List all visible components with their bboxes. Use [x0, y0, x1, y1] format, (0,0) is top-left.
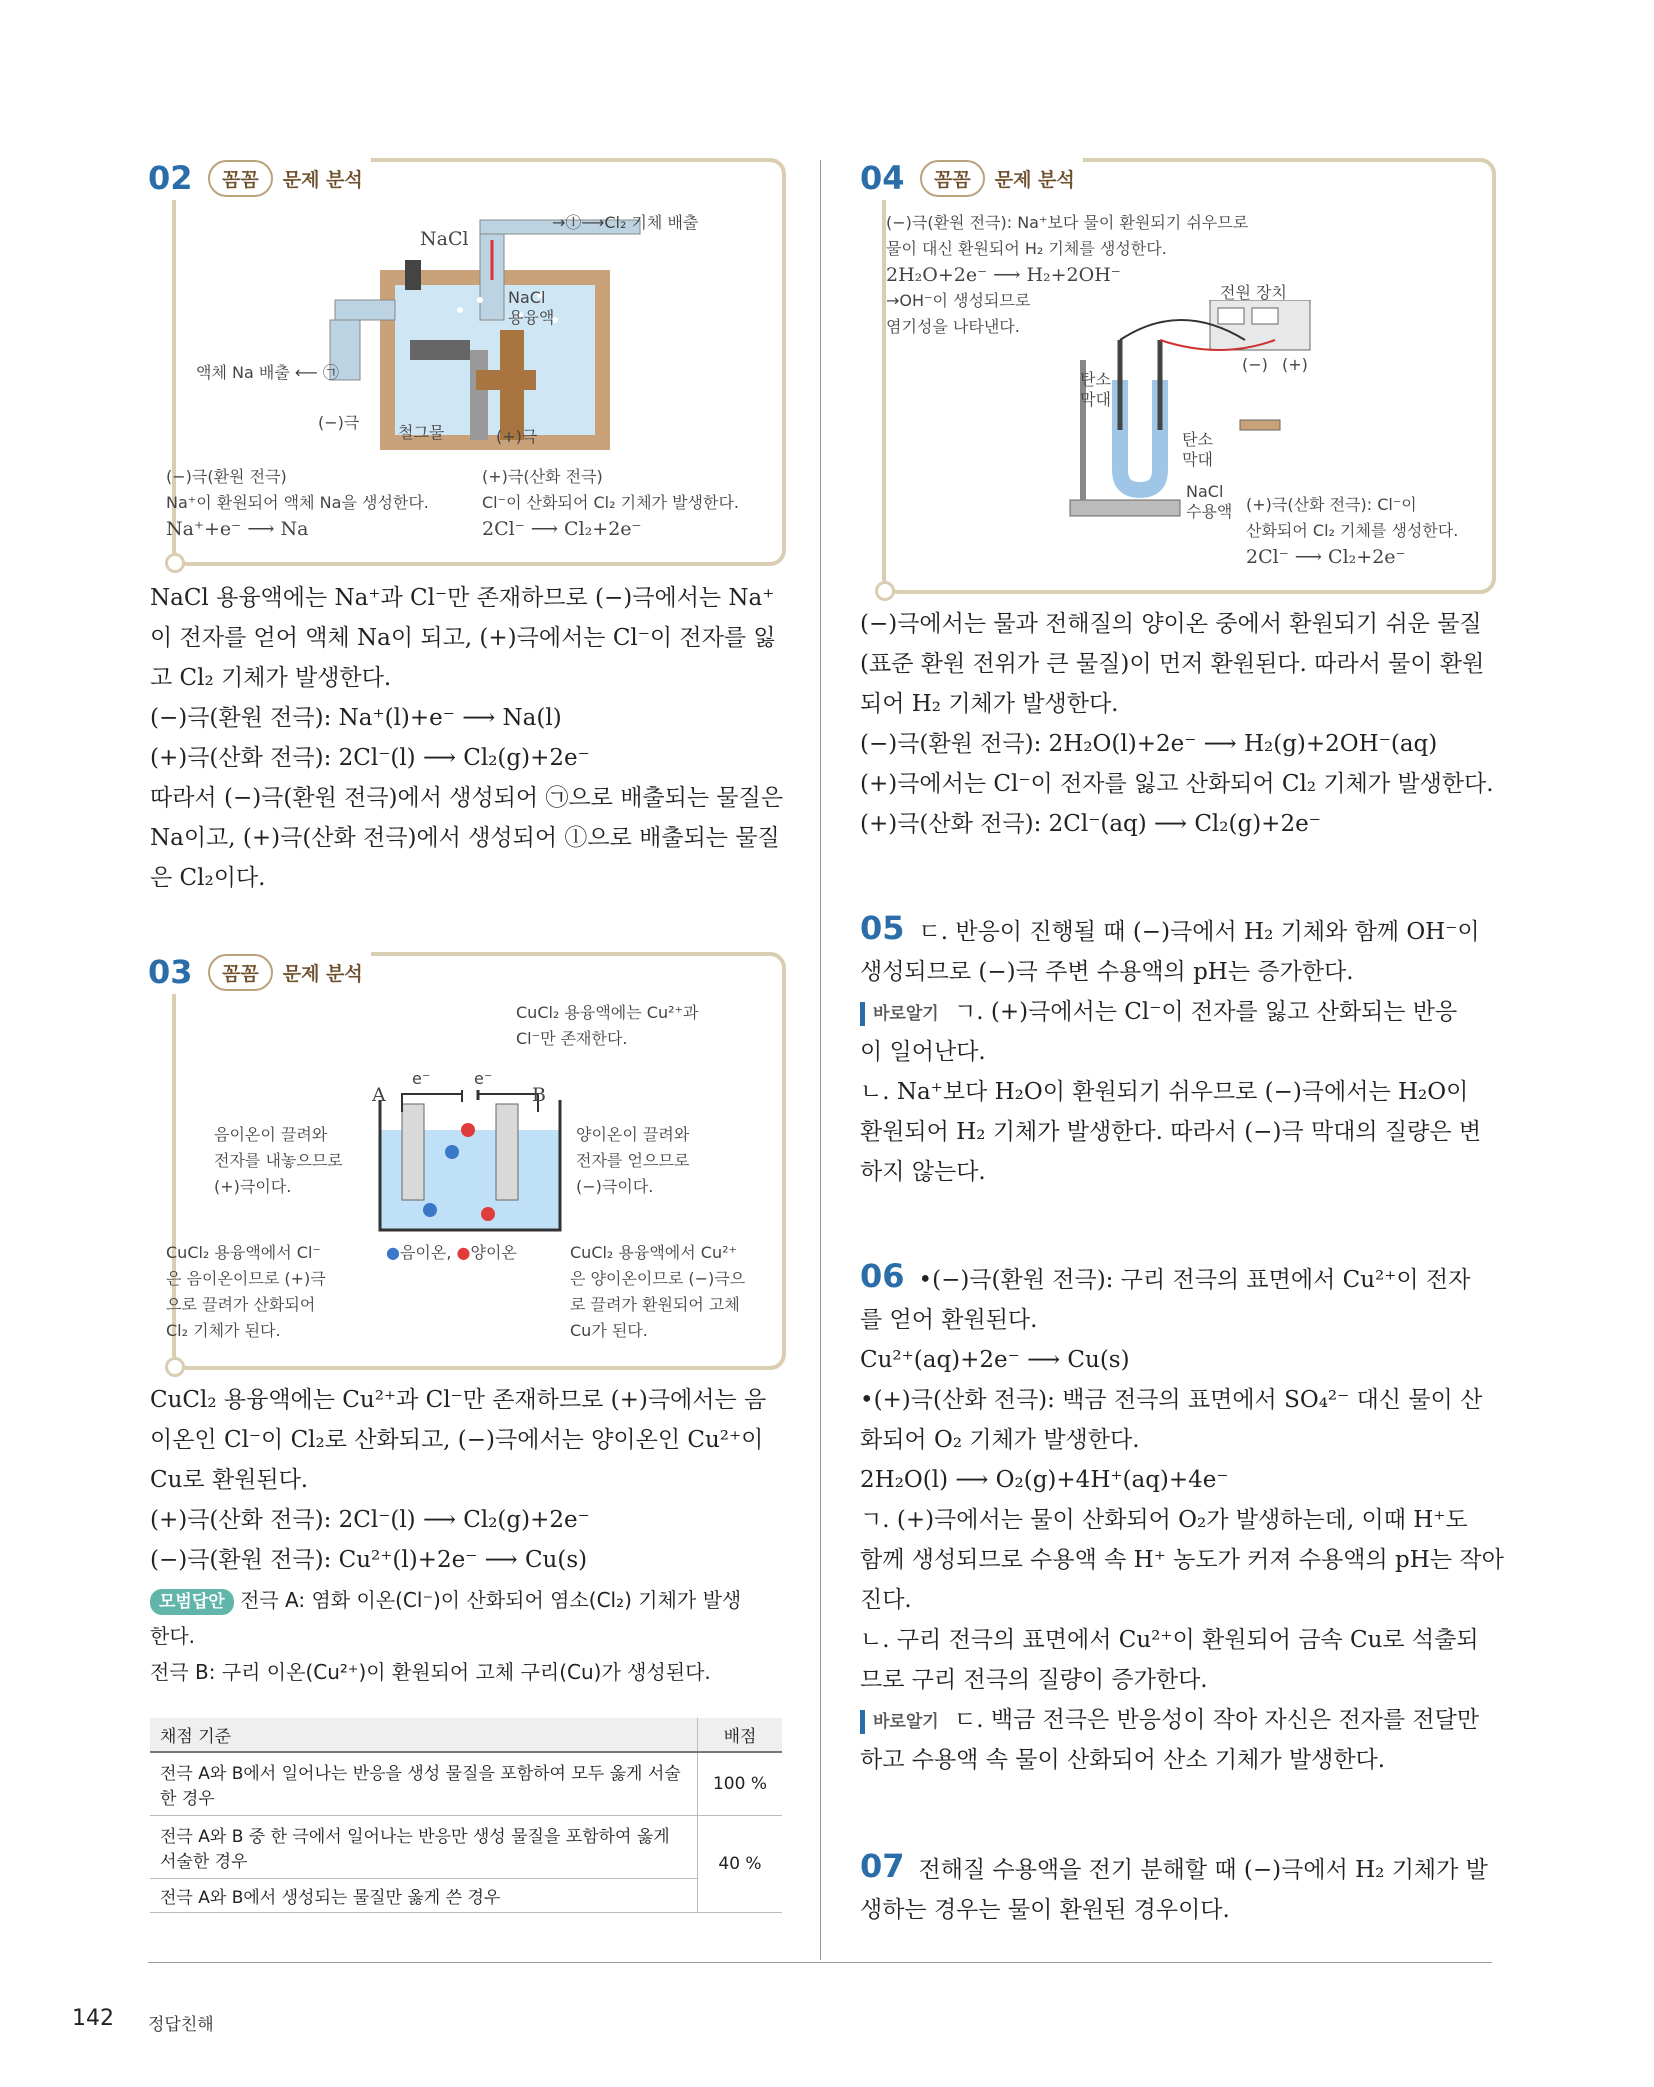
q06-fix-tag: 바로알기: [860, 1710, 947, 1734]
q04-label-power: 전원 장치: [1220, 283, 1287, 302]
q02-header: [148, 156, 371, 200]
q07-explanation: 07 전해질 수용액을 전기 분해할 때 (−)극에서 H₂ 기체가 발 생하는 경우는 물이 환원된 경우이다.: [860, 1847, 1488, 1923]
q02-label-minus: (−)극: [318, 413, 360, 432]
q04-explanation: (−)극에서는 물과 전해질의 양이온 중에서 환원되기 쉬운 물질 (표준 환원 전위가 큰 물질)이 먼저 환원된다. 따라서 물이 환원 되어 H₂ 기체가 발생한다. (−)극(환원 전극): 2H₂O(l)+2e⁻ ⟶ H₂(g)+2OH⁻(aq) (+)극에서는 Cl⁻이 전자를 잃고 산화되어 Cl₂ 기체가 발생한다. (+)극(산화 전극): 2Cl⁻(aq) ⟶ Cl₂(g)+2e⁻: [860, 611, 1494, 837]
box-corner-dot: [165, 553, 185, 573]
cathode: [410, 340, 470, 360]
na-collector: [335, 300, 395, 320]
q07-number: 07: [860, 1847, 905, 1885]
q05-explanation: 05 ㄷ. 반응이 진행될 때 (−)극에서 H₂ 기체와 함께 OH⁻이 생성되므로 (−)극 주변 수용액의 pH는 증가한다. 바로알기 ㄱ. (+)극에서는 Cl⁻이 전자를 잃고 산화되는 반응 이 일어난다. ㄴ. Na⁺보다 H₂O이 환원되기 쉬우므로 (−)극에서는 H₂O이 환원되어 H₂ 기체가 발생한다. 따라서 (−)극 막대의 질량은 변 하지 않는다.: [860, 909, 1482, 1185]
electrode-a: [402, 1104, 424, 1200]
q04-label-carbon2: 탄소 막대: [1182, 430, 1213, 469]
grading-header-criteria: 채점 기준: [150, 1718, 698, 1752]
model-answer-tag: 모범답안: [150, 1589, 234, 1615]
q02-explanation: NaCl 용융액에는 Na⁺과 Cl⁻만 존재하므로 (−)극에서는 Na⁺ 이 전자를 얻어 액체 Na이 되고, (+)극에서는 Cl⁻이 전자를 잃 고 Cl₂ 기체가 발생한다. (−)극(환원 전극): Na⁺(l)+e⁻ ⟶ Na(l) (+)극(산화 전극): 2Cl⁻(l) ⟶ Cl₂(g)+2e⁻ 따라서 (−)극(환원 전극)에서 생성되어 ㉠으로 배출되는 물질은 Na이고, (+)극(산화 전극)에서 생성되어 ⓛ으로 배출되는 물질 은 Cl₂이다.: [150, 585, 784, 891]
q06-number: 06: [860, 1257, 905, 1295]
legend-anion: 음이온,: [399, 1243, 452, 1262]
meter: [1218, 308, 1244, 324]
q02-note-left: (−)극(환원 전극) Na⁺이 환원되어 액체 Na을 생성한다. Na⁺+e⁻ ⟶ Na: [166, 467, 429, 540]
q03-legend: ●음이온, ●양이온: [386, 1243, 517, 1262]
page-number: 142: [72, 2006, 114, 2031]
q03-grading-table: [150, 1718, 782, 1913]
q03-right-note: 양이온이 끌려와 전자를 얻으므로 (−)극이다.: [576, 1125, 690, 1196]
q04-label-carbon1: 탄소 막대: [1080, 370, 1111, 409]
bubble: [477, 297, 483, 303]
q02-badge: 꼼꼼: [208, 160, 273, 197]
cation: [481, 1207, 495, 1221]
q06-explanation: 06 •(−)극(환원 전극): 구리 전극의 표면에서 Cu²⁺이 전자 를 얻어 환원된다. Cu²⁺(aq)+2e⁻ ⟶ Cu(s) •(+)극(산화 전극): 백금 전극의 표면에서 SO₄²⁻ 대신 물이 산 화되어 O₂ 기체가 발생한다. 2H₂O(l) ⟶ O₂(g)+4H⁺(aq)+4e⁻ ㄱ. (+)극에서는 물이 산화되어 O₂가 발생하는데, 이때 H⁺도 함께 생성되므로 수용액 속 H⁺ 농도가 커져 수용액의 pH는 작아 진다. ㄴ. 구리 전극의 표면에서 Cu²⁺이 환원되어 금속 Cu로 석출되 므로 구리 전극의 질량이 증가한다. 바로알기 ㄷ. 백금 전극은 반응성이 작아 자신은 전자를 전달만 하고 수용액 속 물이 산화되어 산소 기체가 발생한다.: [860, 1257, 1504, 1773]
q03-left-note: 음이온이 끌려와 전자를 내놓으므로 (+)극이다.: [214, 1125, 343, 1196]
stand-base: [1070, 500, 1180, 516]
q04-badge-title: 문제 분석: [994, 168, 1075, 191]
grading-score-1: 100 %: [698, 1752, 783, 1816]
q03-model-answer: 모범답안 전극 A: 염화 이온(Cl⁻)이 산화되어 염소(Cl₂) 기체가 발생 한다. 전극 B: 구리 이온(Cu²⁺)이 환원되어 고체 구리(Cu)가 생성된다.: [150, 1588, 742, 1684]
q04-label-minus: (−): [1242, 355, 1268, 374]
footer-rule: [148, 1962, 1492, 1963]
q03-header: [148, 950, 371, 994]
u-tube: [1120, 380, 1160, 490]
grading-row-2: 전극 A와 B 중 한 극에서 일어나는 반응만 생성 물질을 포함하여 옳게 서술한 경우: [150, 1816, 698, 1879]
q05-fix-tag: 바로알기: [860, 1002, 947, 1026]
electrode-b: [496, 1104, 518, 1200]
box-corner-dot: [875, 581, 895, 601]
q02-electrolysis-figure: [180, 200, 770, 460]
grading-score-2: 40 %: [698, 1816, 783, 1913]
q02-number: 02: [148, 159, 193, 197]
page-label: 정답친해: [148, 2015, 214, 2035]
q02-label-iron: 철그물: [398, 423, 445, 442]
q03-label-a: A: [372, 1084, 386, 1106]
q03-label-e1: e⁻: [412, 1069, 431, 1088]
anion: [423, 1203, 437, 1217]
q02-label-na-out: 액체 Na 배출 ⟵ ㉠: [196, 363, 339, 382]
bubble: [457, 307, 463, 313]
q04-note-bottom: (+)극(산화 전극): Cl⁻이 산화되어 Cl₂ 기체를 생성한다. 2Cl⁻ ⟶ Cl₂+2e⁻: [1246, 495, 1459, 568]
cation: [461, 1123, 475, 1137]
q03-explanation: CuCl₂ 용융액에는 Cu²⁺과 Cl⁻만 존재하므로 (+)극에서는 음 이온인 Cl⁻이 Cl₂로 산화되고, (−)극에서는 양이온인 Cu²⁺이 Cu로 환원된다. (+)극(산화 전극): 2Cl⁻(l) ⟶ Cl₂(g)+2e⁻ (−)극(환원 전극): Cu²⁺(l)+2e⁻ ⟶ Cu(s): [150, 1387, 767, 1573]
nacl-feeder: [405, 260, 421, 290]
q03-top-note: CuCl₂ 용융액에는 Cu²⁺과 Cl⁻만 존재한다.: [516, 1003, 699, 1048]
switch: [1240, 420, 1280, 430]
q02-label-nacl: NaCl: [420, 228, 469, 250]
iron-mesh: [470, 350, 488, 440]
q03-badge-title: 문제 분석: [282, 962, 363, 985]
q04-label-solution: NaCl 수용액: [1186, 482, 1233, 521]
grading-row-3: 전극 A와 B에서 생성되는 물질만 옳게 쓴 경우: [150, 1879, 698, 1913]
q03-label-b: B: [532, 1084, 546, 1106]
q04-note-top: (−)극(환원 전극): Na⁺보다 물이 환원되기 쉬우므로 물이 대신 환원되어 H₂ 기체를 생성한다. 2H₂O+2e⁻ ⟶ H₂+2OH⁻ →OH⁻이 생성되므로 염기성을 나타낸다.: [886, 213, 1249, 336]
q02-label-cl2-out: →ⓛ⟶Cl₂ 기체 배출: [552, 213, 699, 232]
q03-label-e2: e⁻: [474, 1069, 493, 1088]
meter: [1252, 308, 1278, 324]
anode-base: [476, 370, 536, 390]
q03-badge: 꼼꼼: [208, 954, 273, 991]
q04-number: 04: [860, 159, 905, 197]
q05-number: 05: [860, 909, 905, 947]
q02-label-plus: (+)극: [496, 427, 538, 446]
q04-badge: 꼼꼼: [920, 160, 985, 197]
anion: [445, 1145, 459, 1159]
box-corner-dot: [165, 1357, 185, 1377]
column-divider: [820, 160, 821, 1960]
q03-number: 03: [148, 953, 193, 991]
grading-row-1: 전극 A와 B에서 일어나는 반응을 생성 물질을 포함하여 모두 옳게 서술한 경우: [150, 1752, 698, 1816]
legend-cation: 양이온: [470, 1243, 517, 1262]
q03-bottom-right-note: CuCl₂ 용융액에서 Cu²⁺ 은 양이온이므로 (−)극으 로 끌려가 환원되어 고체 Cu가 된다.: [570, 1243, 746, 1340]
q02-label-solution: NaCl 용융액: [508, 288, 555, 327]
q04-label-plus: (+): [1282, 355, 1308, 374]
grading-header-score: 배점: [698, 1718, 783, 1752]
q02-note-right: (+)극(산화 전극) Cl⁻이 산화되어 Cl₂ 기체가 발생한다. 2Cl⁻ ⟶ Cl₂+2e⁻: [482, 467, 739, 540]
q02-badge-title: 문제 분석: [282, 168, 363, 191]
q03-bottom-left-note: CuCl₂ 용융액에서 Cl⁻ 은 음이온이므로 (+)극 으로 끌려가 산화되어 Cl₂ 기체가 된다.: [166, 1243, 326, 1340]
q04-header: [860, 156, 1083, 200]
